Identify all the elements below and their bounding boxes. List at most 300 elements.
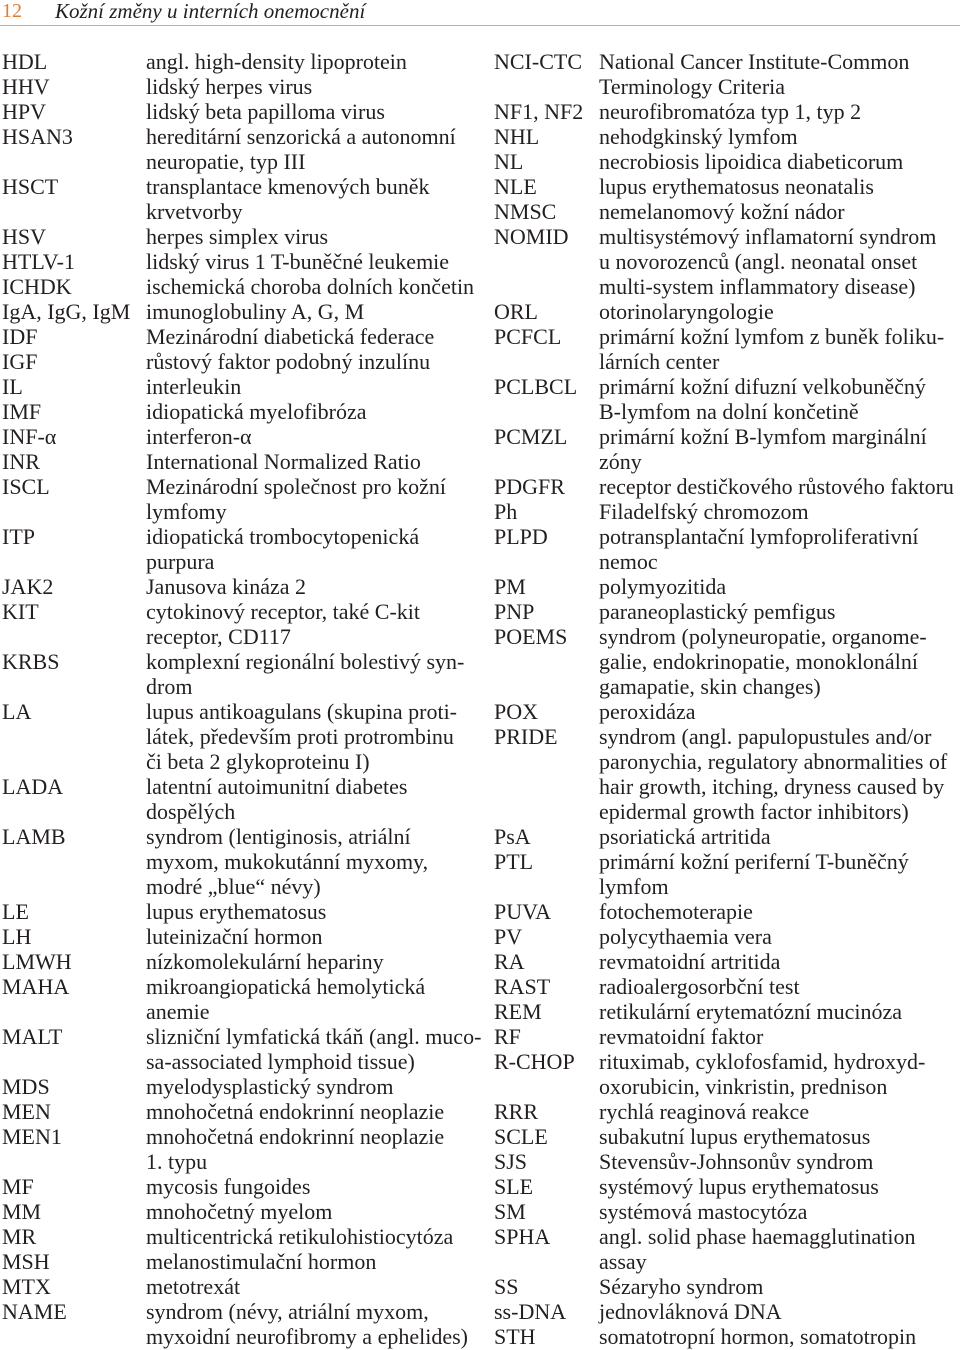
abbreviation-term: KRBS bbox=[2, 649, 60, 674]
definition-line: herpes simplex virus bbox=[146, 224, 329, 249]
definition-line: slizniční lymfatická tkáň (angl. muco- bbox=[146, 1024, 482, 1049]
abbreviation-definition bbox=[599, 899, 958, 924]
abbreviation-definition bbox=[146, 1249, 490, 1274]
abbreviation-term: LMWH bbox=[2, 949, 72, 974]
definition-line: Stevensův-Johnsonův syndrom bbox=[599, 1149, 874, 1174]
abbreviation-term: IL bbox=[2, 374, 23, 399]
abbreviations-left-column bbox=[2, 49, 490, 1349]
abbreviation-term: MAHA bbox=[2, 974, 70, 999]
definition-line: mikroangiopatická hemolytická bbox=[146, 974, 426, 999]
abbreviation-term: NL bbox=[494, 149, 524, 174]
definition-line: hereditární senzorická a autonomní bbox=[146, 124, 456, 149]
definition-line: cytokinový receptor, také C-kit bbox=[146, 599, 421, 624]
abbreviations-right-column bbox=[494, 49, 958, 1349]
header-divider bbox=[0, 25, 960, 26]
abbreviation-entry bbox=[494, 824, 958, 849]
abbreviation-term: NMSC bbox=[494, 199, 557, 224]
definition-line: lidský virus 1 T-buněčné leukemie bbox=[146, 249, 450, 274]
abbreviation-entry bbox=[494, 1099, 958, 1124]
definition-line: neuropatie, typ III bbox=[146, 149, 306, 174]
definition-line: růstový faktor podobný inzulínu bbox=[146, 349, 431, 374]
abbreviation-entry bbox=[2, 424, 490, 449]
definition-line: epidermal growth factor inhibitors) bbox=[599, 799, 909, 824]
definition-line: látek, především proti protrombinu bbox=[146, 724, 454, 749]
definition-line: potransplantační lymfoproliferativní bbox=[599, 524, 919, 549]
abbreviation-entry bbox=[2, 1074, 490, 1099]
abbreviation-entry bbox=[2, 249, 490, 274]
abbreviation-term: ss-DNA bbox=[494, 1299, 567, 1324]
abbreviation-definition bbox=[146, 1099, 490, 1124]
abbreviation-definition bbox=[599, 1274, 958, 1299]
abbreviation-definition bbox=[599, 724, 958, 824]
abbreviation-term: POX bbox=[494, 699, 539, 724]
definition-line: peroxidáza bbox=[599, 699, 696, 724]
abbreviation-entry bbox=[494, 1024, 958, 1049]
definition-line: B-lymfom na dolní končetině bbox=[599, 399, 859, 424]
definition-line: latentní autoimunitní diabetes bbox=[146, 774, 408, 799]
abbreviation-definition bbox=[599, 199, 958, 224]
abbreviation-definition bbox=[146, 399, 490, 424]
abbreviation-entry bbox=[494, 224, 958, 299]
abbreviation-term: LADA bbox=[2, 774, 64, 799]
abbreviation-definition bbox=[599, 924, 958, 949]
abbreviation-definition bbox=[599, 374, 958, 424]
abbreviation-term: RRR bbox=[494, 1099, 539, 1124]
abbreviation-definition bbox=[146, 449, 490, 474]
abbreviation-definition bbox=[146, 899, 490, 924]
abbreviation-term: PTL bbox=[494, 849, 534, 874]
definition-line: multi-system inflammatory disease) bbox=[599, 274, 916, 299]
abbreviation-definition bbox=[599, 299, 958, 324]
running-title: Kožní změny u interních onemocnění bbox=[55, 0, 366, 23]
abbreviation-definition bbox=[146, 524, 490, 574]
abbreviation-definition bbox=[599, 624, 958, 699]
abbreviation-term: NF1, NF2 bbox=[494, 99, 584, 124]
definition-line: multisystémový inflamatorní syndrom bbox=[599, 224, 937, 249]
definition-line: komplexní regionální bolestivý syn- bbox=[146, 649, 465, 674]
abbreviation-term: INF-α bbox=[2, 424, 57, 449]
abbreviation-term: PsA bbox=[494, 824, 531, 849]
abbreviation-entry bbox=[2, 599, 490, 649]
abbreviation-definition bbox=[599, 124, 958, 149]
abbreviation-definition bbox=[599, 474, 958, 499]
definition-line: nemoc bbox=[599, 549, 658, 574]
abbreviation-term: MM bbox=[2, 1199, 42, 1224]
abbreviation-term: MR bbox=[2, 1224, 37, 1249]
abbreviation-term: HDL bbox=[2, 49, 48, 74]
abbreviation-definition bbox=[146, 924, 490, 949]
abbreviation-definition bbox=[599, 499, 958, 524]
abbreviation-definition bbox=[599, 49, 958, 99]
abbreviation-term: HHV bbox=[2, 74, 50, 99]
abbreviation-term: HPV bbox=[2, 99, 47, 124]
abbreviation-definition bbox=[146, 1274, 490, 1299]
abbreviation-term: SLE bbox=[494, 1174, 534, 1199]
abbreviation-entry bbox=[2, 474, 490, 524]
definition-line: Filadelfský chromozom bbox=[599, 499, 809, 524]
abbreviation-term: MDS bbox=[2, 1074, 50, 1099]
abbreviation-definition bbox=[599, 424, 958, 474]
abbreviation-term: SM bbox=[494, 1199, 526, 1224]
definition-line: gamapatie, skin changes) bbox=[599, 674, 821, 699]
abbreviation-term: SPHA bbox=[494, 1224, 551, 1249]
abbreviation-definition bbox=[599, 999, 958, 1024]
abbreviation-definition bbox=[599, 1324, 958, 1349]
definition-line: nízkomolekulární hepariny bbox=[146, 949, 384, 974]
definition-line: purpura bbox=[146, 549, 215, 574]
definition-line: fotochemoterapie bbox=[599, 899, 753, 924]
abbreviation-entry bbox=[2, 574, 490, 599]
definition-line: systémový lupus erythematosus bbox=[599, 1174, 879, 1199]
definition-line: sa-associated lymphoid tissue) bbox=[146, 1049, 415, 1074]
abbreviation-entry bbox=[2, 349, 490, 374]
abbreviation-definition bbox=[599, 149, 958, 174]
definition-line: idiopatická trombocytopenická bbox=[146, 524, 420, 549]
abbreviation-entry bbox=[2, 1124, 490, 1174]
abbreviation-definition bbox=[599, 1299, 958, 1324]
abbreviation-entry bbox=[494, 1324, 958, 1349]
abbreviation-term: STH bbox=[494, 1324, 536, 1349]
abbreviation-entry bbox=[2, 74, 490, 99]
abbreviation-entry bbox=[2, 1174, 490, 1199]
abbreviation-entry bbox=[2, 1099, 490, 1124]
abbreviation-entry bbox=[2, 324, 490, 349]
abbreviation-definition bbox=[146, 949, 490, 974]
abbreviation-term: NHL bbox=[494, 124, 540, 149]
definition-line: lupus erythematosus bbox=[146, 899, 327, 924]
definition-line: National Cancer Institute-Common bbox=[599, 49, 910, 74]
abbreviation-term: SJS bbox=[494, 1149, 528, 1174]
abbreviation-term: MEN1 bbox=[2, 1124, 62, 1149]
abbreviation-entry bbox=[494, 199, 958, 224]
abbreviation-definition bbox=[146, 474, 490, 524]
abbreviation-entry bbox=[2, 99, 490, 124]
definition-line: paronychia, regulatory abnormalities of bbox=[599, 749, 948, 774]
abbreviation-term: PNP bbox=[494, 599, 535, 624]
abbreviation-definition bbox=[599, 1049, 958, 1099]
abbreviation-entry bbox=[494, 599, 958, 624]
definition-line: myxom, mukokutánní myxomy, bbox=[146, 849, 429, 874]
definition-line: revmatoidní artritida bbox=[599, 949, 781, 974]
abbreviation-definition bbox=[146, 1124, 490, 1174]
abbreviation-definition bbox=[146, 699, 490, 774]
definition-line: melanostimulační hormon bbox=[146, 1249, 377, 1274]
definition-line: Terminology Criteria bbox=[599, 74, 786, 99]
abbreviation-definition bbox=[146, 824, 490, 899]
definition-line: lupus antikoagulans (skupina proti- bbox=[146, 699, 458, 724]
definition-line: necrobiosis lipoidica diabeticorum bbox=[599, 149, 904, 174]
abbreviation-definition bbox=[146, 974, 490, 1024]
definition-line: angl. high-density lipoprotein bbox=[146, 49, 407, 74]
definition-line: mnohočetná endokrinní neoplazie bbox=[146, 1124, 445, 1149]
abbreviation-term: JAK2 bbox=[2, 574, 54, 599]
definition-line: syndrom (névy, atriální myxom, bbox=[146, 1299, 429, 1324]
abbreviation-definition bbox=[146, 174, 490, 224]
abbreviation-term: LE bbox=[2, 899, 29, 924]
abbreviation-definition bbox=[146, 324, 490, 349]
definition-line: syndrom (lentiginosis, atriální bbox=[146, 824, 411, 849]
abbreviation-term: NOMID bbox=[494, 224, 569, 249]
abbreviation-term: IgA, IgG, IgM bbox=[2, 299, 131, 324]
abbreviation-term: MTX bbox=[2, 1274, 51, 1299]
definition-line: lupus erythematosus neonatalis bbox=[599, 174, 874, 199]
definition-line: Sézaryho syndrom bbox=[599, 1274, 764, 1299]
abbreviation-definition bbox=[599, 1224, 958, 1274]
abbreviation-entry bbox=[2, 374, 490, 399]
abbreviation-definition bbox=[146, 299, 490, 324]
abbreviation-entry bbox=[2, 924, 490, 949]
page-header bbox=[0, 0, 960, 26]
abbreviation-entry bbox=[494, 1224, 958, 1274]
abbreviation-entry bbox=[494, 424, 958, 474]
abbreviation-term: PV bbox=[494, 924, 523, 949]
definition-line: primární kožní B-lymfom marginální bbox=[599, 424, 927, 449]
abbreviation-definition bbox=[146, 574, 490, 599]
abbreviation-term: ISCL bbox=[2, 474, 50, 499]
definition-line: lymfomy bbox=[146, 499, 227, 524]
definition-line: revmatoidní faktor bbox=[599, 1024, 764, 1049]
definition-line: krvetvorby bbox=[146, 199, 243, 224]
abbreviation-term: ORL bbox=[494, 299, 538, 324]
abbreviation-entry bbox=[494, 949, 958, 974]
abbreviation-definition bbox=[146, 1174, 490, 1199]
definition-line: dospělých bbox=[146, 799, 236, 824]
abbreviation-definition bbox=[599, 99, 958, 124]
abbreviation-definition bbox=[146, 99, 490, 124]
definition-line: luteinizační hormon bbox=[146, 924, 323, 949]
abbreviation-term: MEN bbox=[2, 1099, 51, 1124]
definition-line: radioalergosorbční test bbox=[599, 974, 800, 999]
definition-line: Janusova kináza 2 bbox=[146, 574, 307, 599]
abbreviation-term: ICHDK bbox=[2, 274, 72, 299]
abbreviation-term: MF bbox=[2, 1174, 34, 1199]
abbreviation-definition bbox=[599, 574, 958, 599]
definition-line: syndrom (polyneuropatie, organome- bbox=[599, 624, 927, 649]
abbreviation-entry bbox=[494, 999, 958, 1024]
abbreviation-entry bbox=[494, 1174, 958, 1199]
definition-line: assay bbox=[599, 1249, 647, 1274]
abbreviation-entry bbox=[494, 474, 958, 499]
definition-line: imunoglobuliny A, G, M bbox=[146, 299, 365, 324]
abbreviation-term: PCFCL bbox=[494, 324, 562, 349]
definition-line: neurofibromatóza typ 1, typ 2 bbox=[599, 99, 862, 124]
abbreviation-definition bbox=[599, 324, 958, 374]
abbreviation-term: HSAN3 bbox=[2, 124, 73, 149]
definition-line: Mezinárodní diabetická federace bbox=[146, 324, 435, 349]
abbreviation-definition bbox=[599, 1124, 958, 1149]
definition-line: drom bbox=[146, 674, 193, 699]
abbreviation-definition bbox=[146, 49, 490, 74]
definition-line: Mezinárodní společnost pro kožní bbox=[146, 474, 446, 499]
definition-line: či beta 2 glykoproteinu I) bbox=[146, 749, 370, 774]
abbreviation-definition bbox=[146, 249, 490, 274]
abbreviation-entry bbox=[2, 274, 490, 299]
abbreviation-term: PRIDE bbox=[494, 724, 558, 749]
definition-line: primární kožní periferní T-buněčný bbox=[599, 849, 909, 874]
definition-line: primární kožní difuzní velkobuněčný bbox=[599, 374, 926, 399]
abbreviation-definition bbox=[599, 1174, 958, 1199]
abbreviation-term: SCLE bbox=[494, 1124, 548, 1149]
definition-line: lárních center bbox=[599, 349, 720, 374]
definition-line: mnohočetná endokrinní neoplazie bbox=[146, 1099, 445, 1124]
abbreviation-entry bbox=[494, 699, 958, 724]
definition-line: otorinolaryngologie bbox=[599, 299, 774, 324]
abbreviation-entry bbox=[494, 1299, 958, 1324]
abbreviation-definition bbox=[146, 1224, 490, 1249]
definition-line: mnohočetný myelom bbox=[146, 1199, 333, 1224]
definition-line: ischemická choroba dolních končetin bbox=[146, 274, 475, 299]
abbreviation-term: LA bbox=[2, 699, 32, 724]
page-number: 12 bbox=[2, 0, 22, 22]
abbreviation-term: LH bbox=[2, 924, 32, 949]
abbreviation-entry bbox=[2, 1249, 490, 1274]
abbreviation-entry bbox=[2, 1024, 490, 1074]
abbreviation-term: REM bbox=[494, 999, 542, 1024]
definition-line: myelodysplastický syndrom bbox=[146, 1074, 394, 1099]
abbreviation-definition bbox=[599, 524, 958, 574]
abbreviation-definition bbox=[146, 224, 490, 249]
definition-line: retikulární erytematózní mucinóza bbox=[599, 999, 902, 1024]
abbreviation-entry bbox=[494, 974, 958, 999]
abbreviation-definition bbox=[146, 74, 490, 99]
abbreviation-definition bbox=[599, 949, 958, 974]
abbreviation-term: HTLV-1 bbox=[2, 249, 75, 274]
abbreviation-entry bbox=[2, 774, 490, 824]
definition-line: lidský beta papilloma virus bbox=[146, 99, 385, 124]
abbreviation-entry bbox=[2, 649, 490, 699]
abbreviation-definition bbox=[599, 1024, 958, 1049]
definition-line: anemie bbox=[146, 999, 210, 1024]
abbreviation-entry bbox=[494, 499, 958, 524]
abbreviation-term: R-CHOP bbox=[494, 1049, 575, 1074]
definition-line: polycythaemia vera bbox=[599, 924, 772, 949]
definition-line: nehodgkinský lymfom bbox=[599, 124, 798, 149]
abbreviation-entry bbox=[2, 224, 490, 249]
abbreviation-entry bbox=[494, 374, 958, 424]
abbreviation-definition bbox=[599, 1199, 958, 1224]
definition-line: receptor destičkového růstového faktoru bbox=[599, 474, 954, 499]
abbreviation-entry bbox=[2, 1199, 490, 1224]
definition-line: polymyozitida bbox=[599, 574, 727, 599]
abbreviation-entry bbox=[494, 1199, 958, 1224]
abbreviation-entry bbox=[494, 149, 958, 174]
abbreviation-term: PM bbox=[494, 574, 526, 599]
abbreviation-definition bbox=[146, 374, 490, 399]
abbreviation-entry bbox=[494, 1049, 958, 1099]
abbreviation-entry bbox=[2, 524, 490, 574]
definition-line: multicentrická retikulohistiocytóza bbox=[146, 1224, 454, 1249]
abbreviation-definition bbox=[146, 1024, 490, 1074]
abbreviation-definition bbox=[146, 774, 490, 824]
abbreviation-entry bbox=[494, 299, 958, 324]
abbreviation-entry bbox=[494, 624, 958, 699]
definition-line: subakutní lupus erythematosus bbox=[599, 1124, 871, 1149]
definition-line: receptor, CD117 bbox=[146, 624, 291, 649]
abbreviation-entry bbox=[2, 449, 490, 474]
definition-line: primární kožní lymfom z buněk foliku- bbox=[599, 324, 945, 349]
definition-line: u novorozenců (angl. neonatal onset bbox=[599, 249, 918, 274]
definition-line: nemelanomový kožní nádor bbox=[599, 199, 845, 224]
abbreviation-entry bbox=[494, 1149, 958, 1174]
definition-line: idiopatická myelofibróza bbox=[146, 399, 367, 424]
abbreviation-term: NCI-CTC bbox=[494, 49, 582, 74]
abbreviation-entry bbox=[494, 524, 958, 574]
definition-line: myxoidní neurofibromy a ephelides) bbox=[146, 1324, 468, 1349]
definition-line: zóny bbox=[599, 449, 642, 474]
abbreviation-term: LAMB bbox=[2, 824, 66, 849]
abbreviation-entry bbox=[494, 1274, 958, 1299]
definition-line: oxorubicin, vinkristin, prednison bbox=[599, 1074, 888, 1099]
definition-line: psoriatická artritida bbox=[599, 824, 771, 849]
abbreviation-definition bbox=[146, 274, 490, 299]
abbreviation-entry bbox=[2, 1299, 490, 1349]
abbreviation-entry bbox=[494, 724, 958, 824]
abbreviation-definition bbox=[146, 599, 490, 649]
abbreviation-term: POEMS bbox=[494, 624, 568, 649]
abbreviation-term: SS bbox=[494, 1274, 519, 1299]
abbreviation-definition bbox=[599, 599, 958, 624]
abbreviation-term: RF bbox=[494, 1024, 521, 1049]
abbreviation-entry bbox=[494, 1124, 958, 1149]
abbreviation-definition bbox=[599, 849, 958, 899]
abbreviation-definition bbox=[599, 224, 958, 299]
abbreviation-entry bbox=[494, 924, 958, 949]
abbreviation-term: KIT bbox=[2, 599, 39, 624]
definition-line: transplantace kmenových buněk bbox=[146, 174, 430, 199]
abbreviation-term: MSH bbox=[2, 1249, 50, 1274]
abbreviation-entry bbox=[2, 1274, 490, 1299]
definition-line: syndrom (angl. papulopustules and/or bbox=[599, 724, 932, 749]
abbreviation-definition bbox=[146, 349, 490, 374]
definition-line: interleukin bbox=[146, 374, 242, 399]
abbreviation-entry bbox=[494, 574, 958, 599]
abbreviation-term: RA bbox=[494, 949, 525, 974]
abbreviation-definition bbox=[599, 1099, 958, 1124]
abbreviation-entry bbox=[494, 99, 958, 124]
abbreviation-definition bbox=[146, 424, 490, 449]
abbreviation-term: IDF bbox=[2, 324, 38, 349]
abbreviation-entry bbox=[494, 899, 958, 924]
abbreviation-term: RAST bbox=[494, 974, 551, 999]
abbreviation-term: MALT bbox=[2, 1024, 63, 1049]
abbreviation-entry bbox=[2, 1224, 490, 1249]
abbreviation-entry bbox=[494, 849, 958, 899]
definition-line: lidský herpes virus bbox=[146, 74, 313, 99]
abbreviation-definition bbox=[599, 699, 958, 724]
abbreviation-definition bbox=[146, 1199, 490, 1224]
abbreviation-term: PLPD bbox=[494, 524, 548, 549]
definition-line: rychlá reaginová reakce bbox=[599, 1099, 810, 1124]
abbreviation-term: NLE bbox=[494, 174, 537, 199]
definition-line: 1. typu bbox=[146, 1149, 208, 1174]
definition-line: angl. solid phase haemagglutination bbox=[599, 1224, 916, 1249]
abbreviation-entry bbox=[494, 124, 958, 149]
abbreviation-term: NAME bbox=[2, 1299, 67, 1324]
definition-line: metotrexát bbox=[146, 1274, 241, 1299]
abbreviation-term: PUVA bbox=[494, 899, 552, 924]
abbreviation-entry bbox=[2, 49, 490, 74]
definition-line: mycosis fungoides bbox=[146, 1174, 311, 1199]
abbreviation-term: PCLBCL bbox=[494, 374, 578, 399]
abbreviation-definition bbox=[599, 174, 958, 199]
abbreviation-term: IGF bbox=[2, 349, 38, 374]
definition-line: paraneoplastický pemfigus bbox=[599, 599, 836, 624]
abbreviation-definition bbox=[599, 1149, 958, 1174]
abbreviation-definition bbox=[146, 1299, 490, 1349]
abbreviation-term: Ph bbox=[494, 499, 518, 524]
abbreviation-term: PDGFR bbox=[494, 474, 565, 499]
definition-line: hair growth, itching, dryness caused by bbox=[599, 774, 945, 799]
